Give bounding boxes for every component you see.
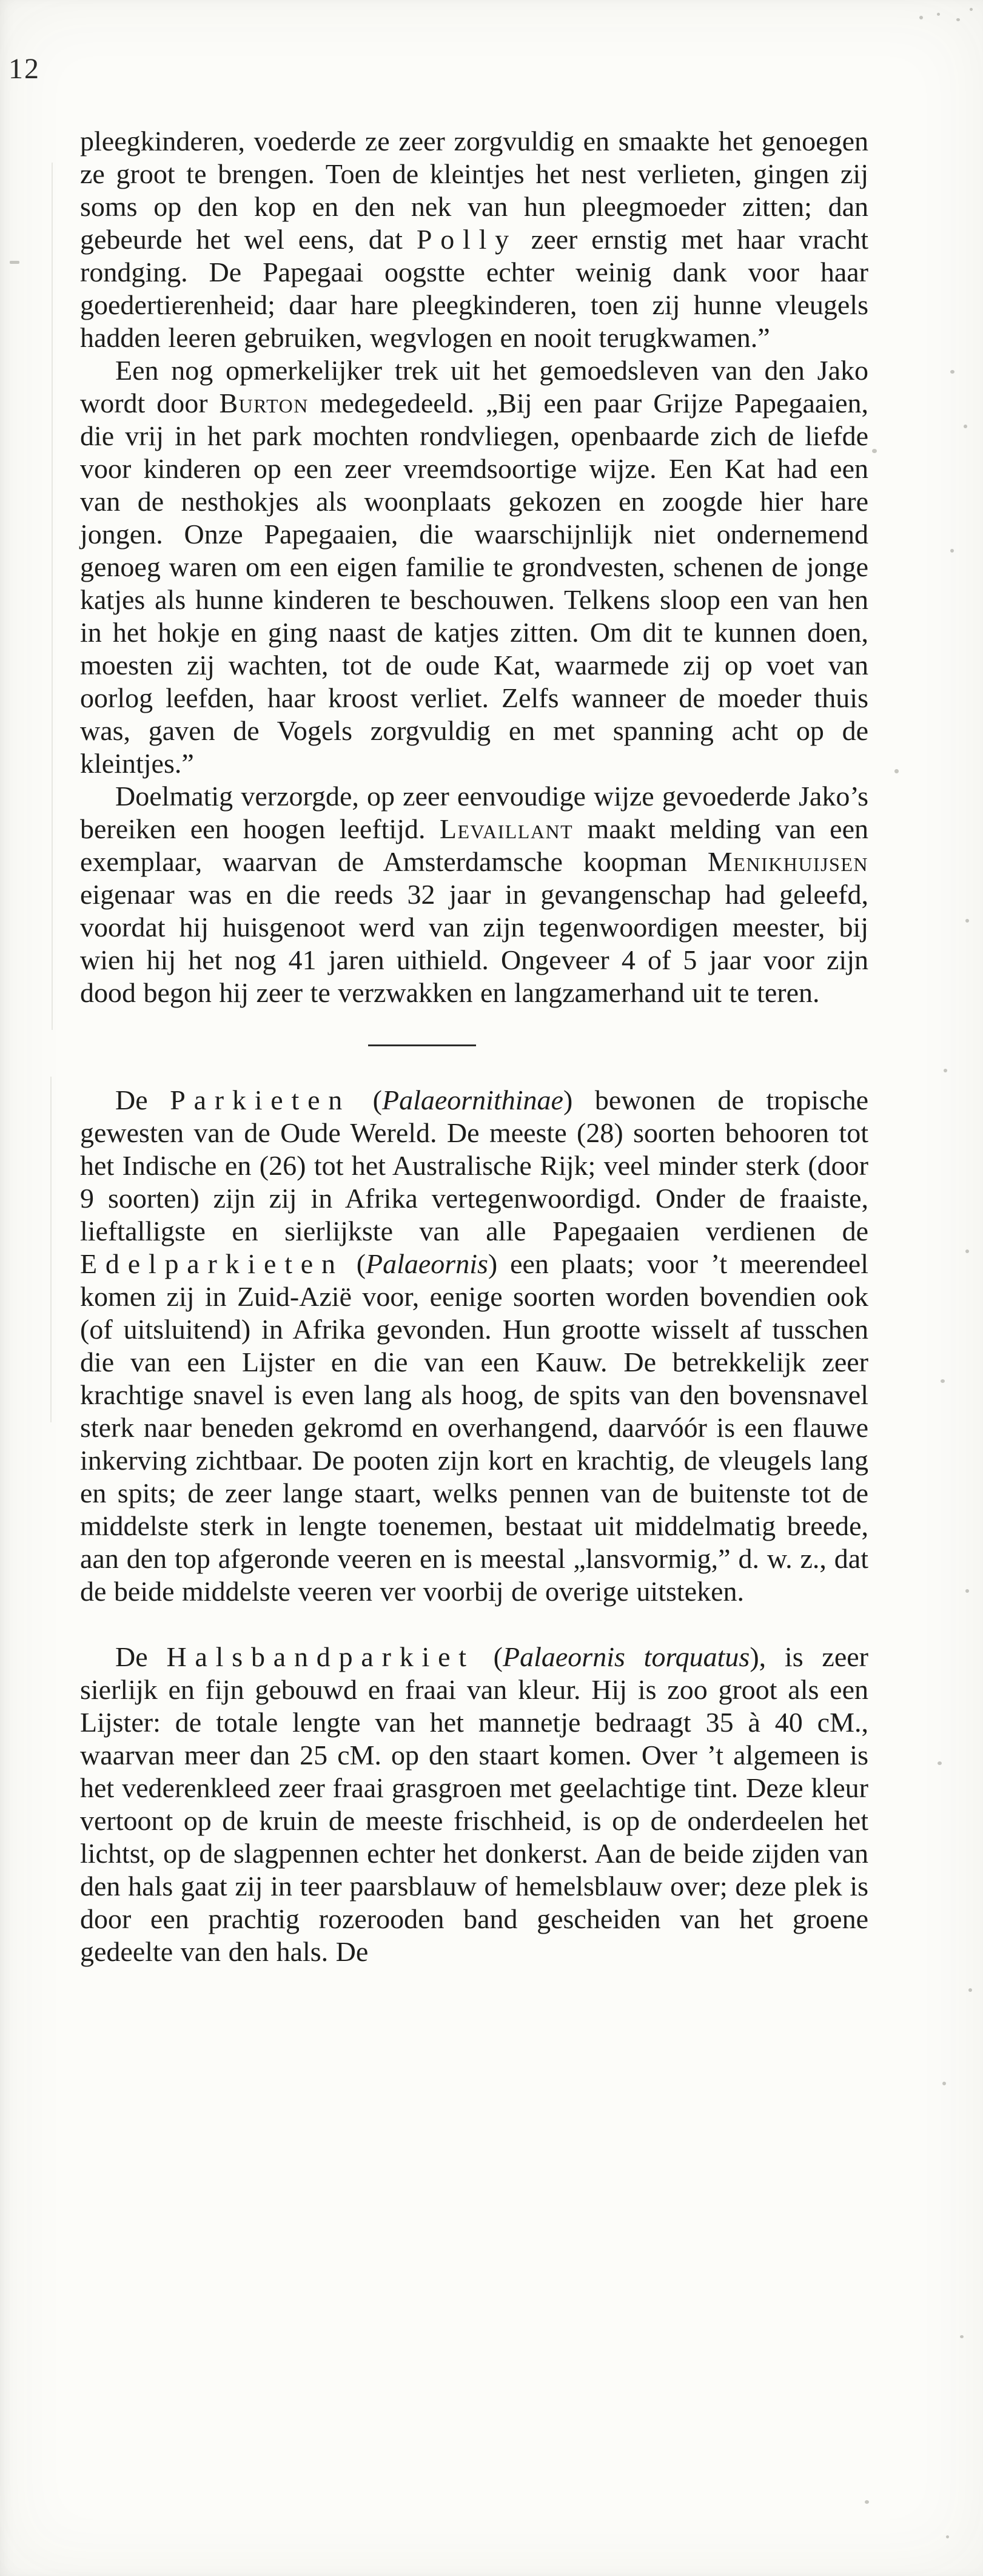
scan-speck	[970, 8, 973, 11]
scan-speck	[968, 1988, 972, 1992]
scan-speck	[965, 1589, 969, 1593]
scan-speck	[937, 13, 940, 16]
text-run: maakt melding van een exemplaar, waarvan de Amsterdamsche koopman	[80, 813, 869, 877]
scan-ink-mark	[10, 261, 19, 264]
scan-speck	[960, 2335, 964, 2338]
section-divider-rule	[368, 1044, 476, 1046]
paragraph	[80, 354, 868, 780]
text-run: Polly	[416, 224, 517, 255]
scan-speck	[942, 2082, 946, 2085]
scan-speck	[946, 2535, 949, 2538]
scan-speck	[941, 1379, 945, 1383]
text-run: Een nog opmerkelijker trek uit het gemoedsleven van den Jako wordt door	[80, 355, 868, 419]
text-run: eigenaar was en die reeds 32 jaar in gevangenschap had geleefd, voordat hij huisgenoot werd van zijn tegenwoordigen meester, bij wien hij het nog 41 jaren uithield. Ongeveer 4 of 5 jaar voor zijn dood begon hij zeer te verzwakken en langzamerhand uit te teren.	[80, 879, 868, 1008]
scan-speck	[944, 1069, 947, 1072]
text-run: (	[343, 1248, 366, 1279]
text-run: zeer ernstig met haar vracht rondging. De Papegaai oogstte echter weinig dank voor haar goedertierenheid; daar hare pleegkinderen, toen zij hunne vleugels hadden leeren gebruiken, wegvlogen en nooit terugkwamen.”	[80, 224, 868, 353]
text-run: pleegkinderen, voederde ze zeer zorgvuldig en smaakte het genoegen ze groot te brengen. Toen de kleintjes het nest verlieten, gingen zij soms op den kop en den nek van hun pleegmoeder zitten; dan gebeurde het wel eens, dat	[80, 126, 868, 255]
text-run: Burton	[219, 388, 309, 419]
scan-speck	[872, 449, 877, 453]
text-run: medegedeeld. „Bij een paar Grijze Papegaaien, die vrij in het park mochten rondvliegen, openbaarde zich de liefde voor kinderen op een zeer vreemdsoortige wijze. Een Kat had een van de nesthokjes als woonplaats gekozen en zoogde hier hare jongen. Onze Papegaaien, die waarschijnlijk niet ondernemend genoeg waren om een eigen familie te grondvesten, schenen de jonge katjes als hunne kinderen te beschouwen. Telkens sloop een van hen in het hokje en ging naast de katjes zitten. Om dit te kunnen doen, moesten zij wachten, tot de oude Kat, waarmede zij op voet van oorlog leefden, haar kroost verliet. Zelfs wanneer de moeder thuis was, gaven de Vogels zorgvuldig en met spanning acht op de kleintjes.”	[80, 388, 869, 779]
text-run: Palaeornis	[366, 1248, 488, 1279]
scan-speck	[919, 16, 923, 19]
text-run: Parkieten	[170, 1085, 351, 1115]
paragraph	[80, 1084, 868, 1608]
text-run: Halsbandparkiet	[166, 1641, 475, 1672]
text-run: Levaillant	[439, 813, 574, 844]
text-run: (	[474, 1641, 503, 1672]
text-run: ) bewonen de tropische gewesten van de Oude Wereld. De meeste (28) soorten behooren tot het Indische en (26) tot het Australische Rijk; veel minder sterk (door 9 soorten) zijn zij in Afrika vertegenwoordigd. Onder de fraaiste, lieftalligste en sierlijkste van alle Papegaaien verdienen de	[80, 1085, 868, 1246]
text-run: (	[351, 1085, 382, 1115]
text-run: Menikhuijsen	[707, 846, 868, 877]
scan-speck	[865, 2500, 869, 2504]
scan-speck	[938, 1761, 942, 1765]
text-run: Palaeornis torquatus	[503, 1641, 750, 1672]
scan-speck	[894, 769, 899, 773]
scan-gutter-line	[50, 1077, 52, 1422]
paragraph	[80, 1641, 868, 1968]
text-column	[80, 125, 868, 1968]
scan-speck	[965, 919, 969, 923]
paragraph	[80, 780, 868, 1009]
scan-speck	[956, 18, 960, 21]
text-run: ) een plaats; voor ’t meerendeel komen zij in Zuid-Azië voor, eenige soorten worden bovendien ook (of uitsluitend) in Afrika gevonden. Hun grootte wisselt af tusschen die van een Lijster en die van een Kauw. De betrekkelijk zeer krachtige snavel is even lang als hoog, de spits van den bovensnavel sterk naar beneden gekromd en overhangend, daarvóór is een flauwe inkerving zichtbaar. De pooten zijn kort en krachtig, de vleugels lang en spits; de zeer lange staart, welks pennen van de buitenste tot de middelste sterk in lengte toenemen, bestaat uit middelmatig breede, aan den top afgeronde veeren en is meestal „lansvormig,” d. w. z., dat de beide middelste veeren ver voorbij de overige uitsteken.	[80, 1248, 868, 1607]
text-run: ), is zeer sierlijk en fijn gebouwd en fraai van kleur. Hij is zoo groot als een Lijster: de totale lengte van het mannetje bedraagt 35 à 40 cM., waarvan meer dan 25 cM. op den staart komen. Over ’t algemeen is het vederenkleed zeer fraai grasgroen met geelachtige tint. Deze kleur vertoont op de kruin de meeste frischheid, is op de onderdeelen het lichtst, op de slagpennen echter het donkerst. Aan de beide zijden van den hals gaat zij in teer paarsblauw of hemelsblauw over; deze plek is door een prachtig rozerooden band gescheiden van het groene gedeelte van den hals. De	[80, 1641, 868, 1967]
text-run: De	[115, 1085, 170, 1115]
scan-speck	[950, 370, 954, 374]
text-run: Edelparkieten	[80, 1248, 344, 1279]
scan-speck	[950, 549, 954, 553]
page-number: 12	[8, 53, 40, 85]
scan-speck	[964, 425, 967, 428]
paragraph	[80, 125, 868, 354]
text-run: De	[115, 1641, 167, 1672]
text-run: Palaeornithinae	[381, 1085, 563, 1115]
scan-gutter-line	[52, 163, 53, 1030]
scan-speck	[965, 1249, 969, 1253]
text-run: Doelmatig verzorgde, op zeer eenvoudige wijze gevoederde Jako’s bereiken een hoogen leeftijd.	[80, 781, 868, 844]
